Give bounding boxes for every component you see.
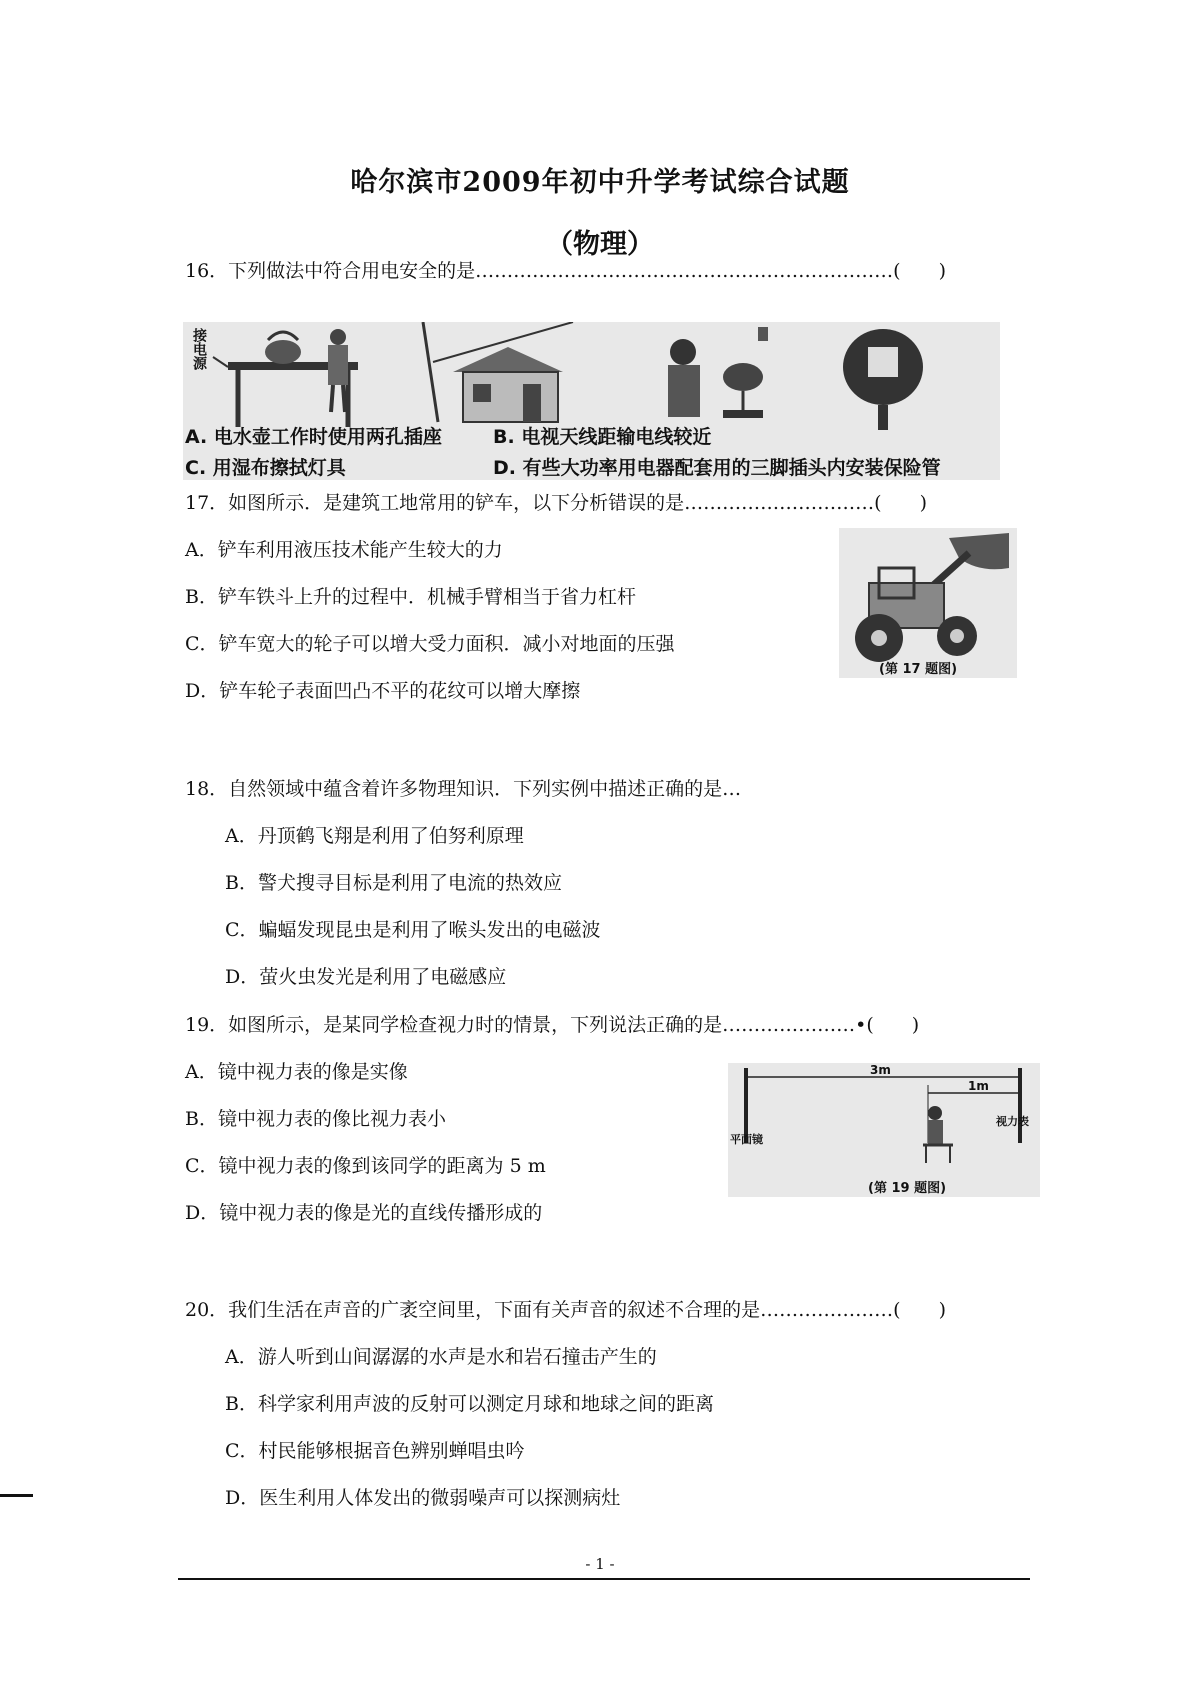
margin-mark: [0, 1494, 33, 1497]
question-18-stem: 18．自然领域中蕴含着许多物理知识．下列实例中描述正确的是…: [185, 778, 742, 800]
question-20-stem: 20．我们生活在声音的广袤空间里，下面有关声音的叙述不合理的是…………………( ): [185, 1299, 947, 1321]
option-19d: D．镜中视力表的像是光的直线传播形成的: [185, 1202, 543, 1224]
distance-1m-label: 1m: [968, 1079, 989, 1093]
option-19a: A．镜中视力表的像是实像: [185, 1061, 408, 1083]
page-subtitle: （物理）: [546, 229, 654, 260]
option-19c: C．镜中视力表的像到该同学的距离为 5 m: [185, 1155, 546, 1177]
question-17-figure: [839, 528, 1017, 678]
question-17-stem: 17．如图所示．是建筑工地常用的铲车，以下分析错误的是…………………………( ): [185, 492, 928, 514]
question-16-stem: 16．下列做法中符合用电安全的是…………………………………………………………( ): [185, 260, 947, 282]
option-20d: D．医生利用人体发出的微弱噪声可以探测病灶: [225, 1487, 621, 1509]
option-17a: A．铲车利用液压技术能产生较大的力: [185, 539, 503, 561]
option-19b: B．镜中视力表的像比视力表小: [185, 1108, 446, 1130]
option-16b: B. 电视天线距输电线较近: [493, 426, 712, 448]
option-18d: D．萤火虫发光是利用了电磁感应: [225, 966, 507, 988]
power-source-label: 接电源: [191, 328, 207, 370]
eye-chart-label: 视力表: [996, 1115, 1029, 1128]
option-18c: C．蝙蝠发现昆虫是利用了喉头发出的电磁波: [225, 919, 601, 941]
footer-rule: [178, 1578, 1030, 1580]
question-16-figure: [183, 322, 1000, 480]
option-20b: B．科学家利用声波的反射可以测定月球和地球之间的距离: [225, 1393, 714, 1415]
option-18b: B．警犬搜寻目标是利用了电流的热效应: [225, 872, 562, 894]
page-title: 哈尔滨市2009年初中升学考试综合试题: [350, 167, 850, 198]
distance-3m-label: 3m: [870, 1063, 891, 1077]
mirror-label: 平面镜: [730, 1133, 763, 1146]
question-19-figure: [728, 1063, 1040, 1197]
option-16a: A. 电水壶工作时使用两孔插座: [185, 426, 442, 448]
option-16d: D. 有些大功率用电器配套用的三脚插头内安装保险管: [493, 457, 941, 479]
option-20a: A．游人听到山间潺潺的水声是水和岩石撞击产生的: [225, 1346, 657, 1368]
option-16c: C. 用湿布擦拭灯具: [185, 457, 346, 479]
loader-illustration: [839, 528, 1017, 678]
figure-17-caption: (第 17 题图): [879, 662, 958, 677]
question-19-stem: 19．如图所示，是某同学检查视力时的情景，下列说法正确的是…………………•( ): [185, 1014, 920, 1036]
option-20c: C．村民能够根据音色辨别蝉唱虫吟: [225, 1440, 525, 1462]
page-number: - 1 -: [585, 1555, 615, 1573]
figure-19-caption: (第 19 题图): [868, 1181, 947, 1196]
option-17b: B．铲车铁斗上升的过程中．机械手臂相当于省力杠杆: [185, 586, 636, 608]
option-17c: C．铲车宽大的轮子可以增大受力面积．减小对地面的压强: [185, 633, 675, 655]
option-17d: D．铲车轮子表面凹凸不平的花纹可以增大摩擦: [185, 680, 581, 702]
option-18a: A．丹顶鹤飞翔是利用了伯努利原理: [225, 825, 524, 847]
